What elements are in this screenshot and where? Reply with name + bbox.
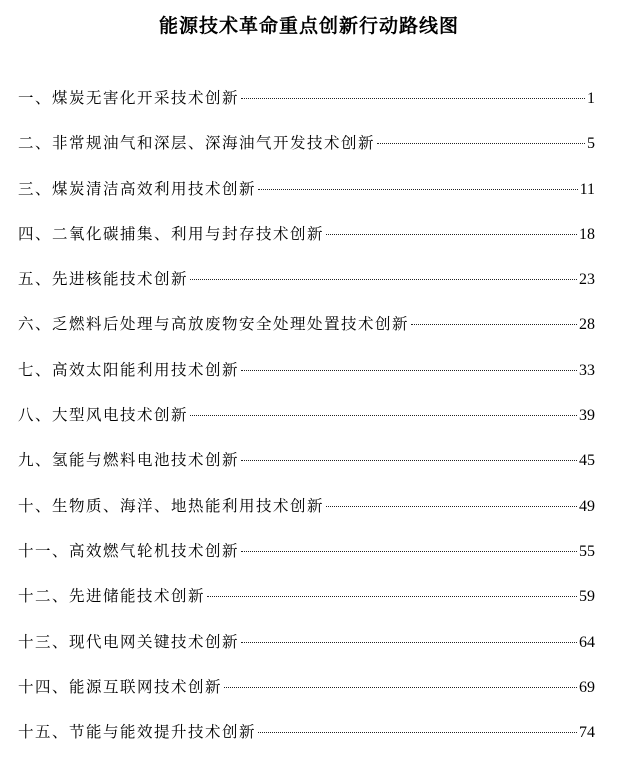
- toc-page-number: 1: [587, 90, 595, 107]
- toc-page-number: 49: [579, 497, 595, 515]
- dot-leader: [258, 732, 577, 733]
- toc-entry-title: 十一、高效燃气轮机技术创新: [18, 541, 240, 560]
- toc-entry[interactable]: [18, 584, 595, 629]
- toc-entry-title: 五、先进核能技术创新: [18, 270, 189, 289]
- toc-page-number: 28: [579, 316, 595, 334]
- dot-leader: [190, 279, 577, 280]
- toc-page-number: 64: [579, 633, 595, 651]
- toc-entry-title: 一、煤炭无害化开采技术创新: [18, 89, 240, 107]
- toc-page-number: 11: [579, 180, 595, 198]
- toc-page-number: 45: [579, 452, 595, 470]
- toc-page-number: 59: [579, 588, 595, 606]
- toc-entry[interactable]: [18, 177, 595, 222]
- dot-leader: [326, 234, 577, 235]
- toc-entry[interactable]: [18, 720, 595, 765]
- toc-page-number: 23: [579, 271, 595, 289]
- toc-entry[interactable]: [18, 131, 595, 176]
- toc-entry-title: 十五、节能与能效提升技术创新: [18, 723, 257, 742]
- dot-leader: [241, 460, 577, 461]
- toc-entry[interactable]: [18, 403, 595, 448]
- dot-leader: [258, 189, 578, 190]
- toc-entry[interactable]: [18, 222, 595, 267]
- toc-entry-title: 十、生物质、海洋、地热能利用技术创新: [18, 496, 325, 515]
- toc-entry-title: 六、乏燃料后处理与高放废物安全处理处置技术创新: [18, 315, 410, 334]
- toc-entry-title: 八、大型风电技术创新: [18, 406, 189, 425]
- toc-entry-title: 十二、先进储能技术创新: [18, 587, 206, 606]
- toc-entry-title: 四、二氧化碳捕集、利用与封存技术创新: [18, 224, 325, 243]
- toc-page-number: 18: [579, 225, 595, 243]
- dot-leader: [207, 596, 577, 597]
- toc-page-number: 55: [579, 542, 595, 560]
- dot-leader: [241, 370, 577, 371]
- toc-entry-title: 九、氢能与燃料电池技术创新: [18, 451, 240, 470]
- toc-entry-title: 二、非常规油气和深层、深海油气开发技术创新: [18, 134, 376, 153]
- page-title: 能源技术革命重点创新行动路线图: [158, 15, 459, 37]
- dot-leader: [411, 324, 577, 325]
- toc-page-number: 39: [579, 407, 595, 425]
- toc-entry[interactable]: [18, 358, 595, 403]
- toc-page-number: 33: [579, 361, 595, 379]
- dot-leader: [241, 642, 577, 643]
- toc-entry[interactable]: [18, 448, 595, 493]
- toc-entry-title: 十三、现代电网关键技术创新: [18, 632, 240, 651]
- toc-page-number: 69: [579, 678, 595, 696]
- toc-entry-title: 十四、能源互联网技术创新: [18, 677, 223, 696]
- toc-entry[interactable]: [18, 630, 595, 675]
- dot-leader: [224, 687, 577, 688]
- toc-entry[interactable]: [18, 312, 595, 357]
- dot-leader: [326, 506, 577, 507]
- toc-entry[interactable]: [18, 86, 595, 131]
- toc-page-number: 5: [587, 135, 595, 153]
- dot-leader: [377, 143, 585, 144]
- toc-entry[interactable]: [18, 539, 595, 584]
- toc-entry[interactable]: [18, 267, 595, 312]
- toc-page-number: 74: [579, 724, 595, 742]
- toc-entry[interactable]: [18, 675, 595, 720]
- toc-entry[interactable]: [18, 494, 595, 539]
- table-of-contents: [18, 86, 595, 765]
- dot-leader: [241, 551, 577, 552]
- toc-entry-title: 三、煤炭清洁高效利用技术创新: [18, 179, 257, 198]
- dot-leader: [241, 98, 585, 99]
- dot-leader: [190, 415, 577, 416]
- toc-entry-title: 七、高效太阳能利用技术创新: [18, 360, 240, 379]
